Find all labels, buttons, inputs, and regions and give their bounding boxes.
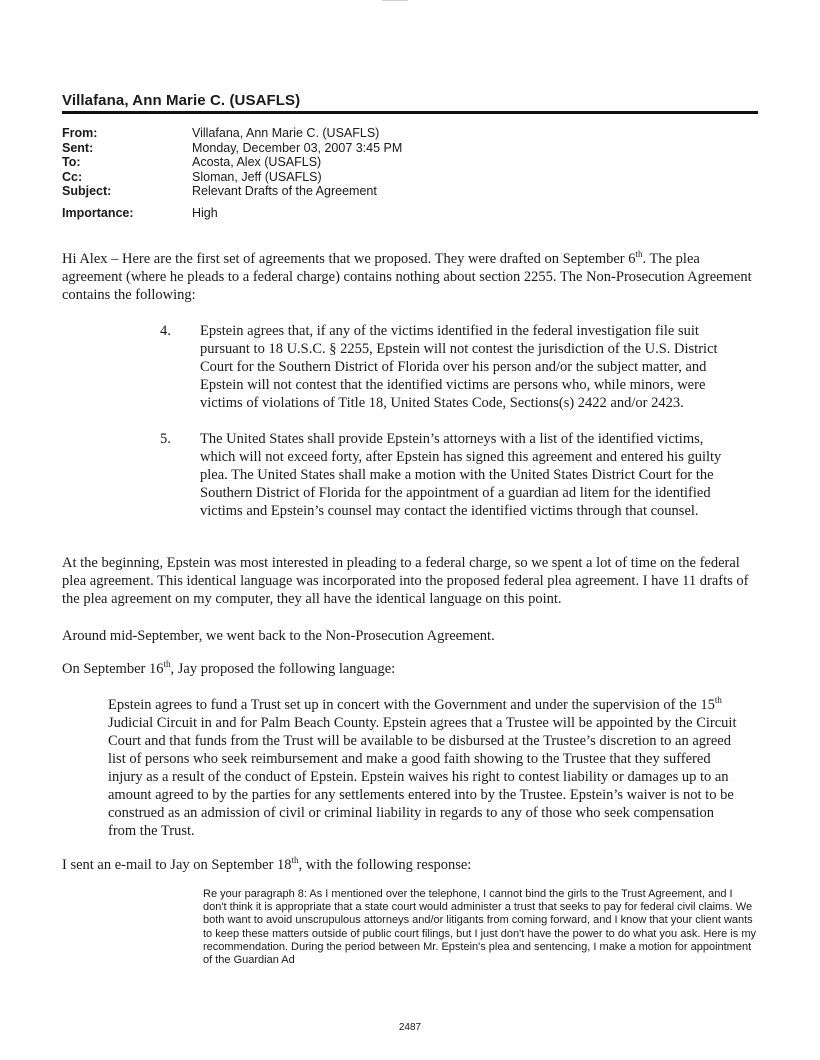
importance-row bbox=[62, 206, 722, 221]
sent-label: Sent: bbox=[62, 140, 94, 155]
september-16-paragraph bbox=[62, 660, 762, 678]
importance-value: High bbox=[192, 205, 218, 220]
beginning-text: At the beginning, Epstein was most interested in pleading to a federal charge, so we spent a lot of time on the federal plea agreement. This identical language was incorporated into the proposed federal plea agreement. I have 11 drafts of the plea agreement on my computer, they all have the identical language on this point. bbox=[62, 555, 749, 607]
mid-september-paragraph bbox=[62, 627, 762, 645]
email-reply-quote: Re your paragraph 8: As I mentioned over the telephone, I cannot bind the girls to the Trust Agreement, and I don't think it is appropriate that a state court would administer a trust that seeks to pay for federal civil claims. We both want to avoid unscrupulous attorneys and/or litigants from coming forward, and I know that your client wants to keep these matters outside of public court filings, but I just don't have the power to do what you ask. Here is my recommendation. During the period between Mr. Epstein's plea and sentencing, I make a motion for appointment of the Guardian Ad bbox=[203, 888, 757, 967]
sept16-text-end: , Jay proposed the following language: bbox=[170, 661, 396, 677]
quote-text-start: Epstein agrees to fund a Trust set up in concert with the Government and under the supervision of the 15 bbox=[108, 697, 715, 713]
from-row bbox=[62, 126, 722, 141]
subject-label: Subject: bbox=[62, 184, 112, 198]
mid-september-text: Around mid-September, we went back to the Non-Prosecution Agreement. bbox=[62, 628, 495, 644]
beginning-paragraph bbox=[62, 554, 762, 608]
cc-label: Cc: bbox=[62, 169, 83, 184]
quote-superscript: th bbox=[714, 695, 722, 706]
sept16-text-start: On September 16 bbox=[62, 661, 164, 677]
from-label: From: bbox=[62, 126, 98, 140]
to-value: Acosta, Alex (USAFLS) bbox=[192, 155, 322, 169]
sent-row bbox=[62, 141, 722, 156]
sept16-superscript: th bbox=[163, 659, 171, 670]
sept18-text-end: , with the following response: bbox=[298, 857, 472, 873]
header-divider bbox=[62, 111, 758, 114]
cc-row bbox=[62, 170, 722, 185]
sept18-text-start: I sent an e-mail to Jay on September 18 bbox=[62, 857, 292, 873]
importance-label: Importance: bbox=[62, 205, 134, 220]
sept18-superscript: th bbox=[291, 855, 299, 866]
from-value: Villafana, Ann Marie C. (USAFLS) bbox=[192, 126, 380, 140]
to-row bbox=[62, 155, 722, 170]
cc-value: Sloman, Jeff (USAFLS) bbox=[192, 169, 322, 184]
sender-heading: Villafana, Ann Marie C. (USAFLS) bbox=[62, 92, 301, 109]
intro-text-end: . The plea agreement (where he pleads to a federal charge) contains nothing about section 2255. The Non-Prosecution Agreement contains the following: bbox=[62, 251, 752, 303]
subject-value: Relevant Drafts of the Agreement bbox=[192, 184, 377, 198]
item-number: 5. bbox=[160, 431, 171, 447]
agreement-item-4 bbox=[160, 322, 740, 412]
item-text: The United States shall provide Epstein’s attorneys with a list of the identified victims, which will not exceed forty, after Epstein has signed this agreement and entered his guilty plea. The United States shall make a motion with the United States District Court for the Southern District of Florida for the appointment of a guardian ad litem for the identified victims and Epstein’s counsel may contact the identified victims through that counsel. bbox=[200, 431, 722, 519]
page-number: 2487 bbox=[398, 1022, 422, 1033]
to-label: To: bbox=[62, 155, 81, 169]
sent-value: Monday, December 03, 2007 3:45 PM bbox=[192, 140, 403, 155]
intro-superscript: th bbox=[635, 249, 643, 260]
quote-text-end: Judicial Circuit in and for Palm Beach County. Epstein agrees that a Trustee will be appointed by the Circuit Court and that funds from the Trust will be available to be disbursed at the Trustee’s discretion to an agreed list of persons who seek reimbursement and make a good faith showing to the Trustee that they suffered injury as a result of the conduct of Epstein. Epstein waives his right to contest liability or damages up to an amount agreed to by the parties for any settlements entered into by the Trustee. Epstein’s waiver is not to be construed as an admission of civil or criminal liability in regards to any of those who seek compensation from the Trust. bbox=[108, 715, 737, 839]
intro-paragraph bbox=[62, 250, 762, 304]
september-18-paragraph bbox=[62, 856, 762, 874]
item-number: 4. bbox=[160, 323, 171, 339]
email-header bbox=[62, 126, 722, 220]
intro-text-start: Hi Alex – Here are the first set of agreements that we proposed. They were drafted on September 6 bbox=[62, 251, 636, 267]
agreement-item-5 bbox=[160, 430, 740, 520]
item-text: Epstein agrees that, if any of the victims identified in the federal investigation file suit pursuant to 18 U.S.C. § 2255, Epstein will not contest the jurisdiction of the U.S. District Court for the Southern District of Florida over his person and/or the subject matter, and Epstein will not contest that the identified victims are persons who, while minors, were victims of violations of Title 18, United States Code, Sections(s) 2422 and/or 2423. bbox=[200, 323, 718, 411]
proposed-language-quote bbox=[108, 696, 740, 840]
subject-row bbox=[62, 184, 722, 199]
scan-mark bbox=[382, 0, 408, 1]
